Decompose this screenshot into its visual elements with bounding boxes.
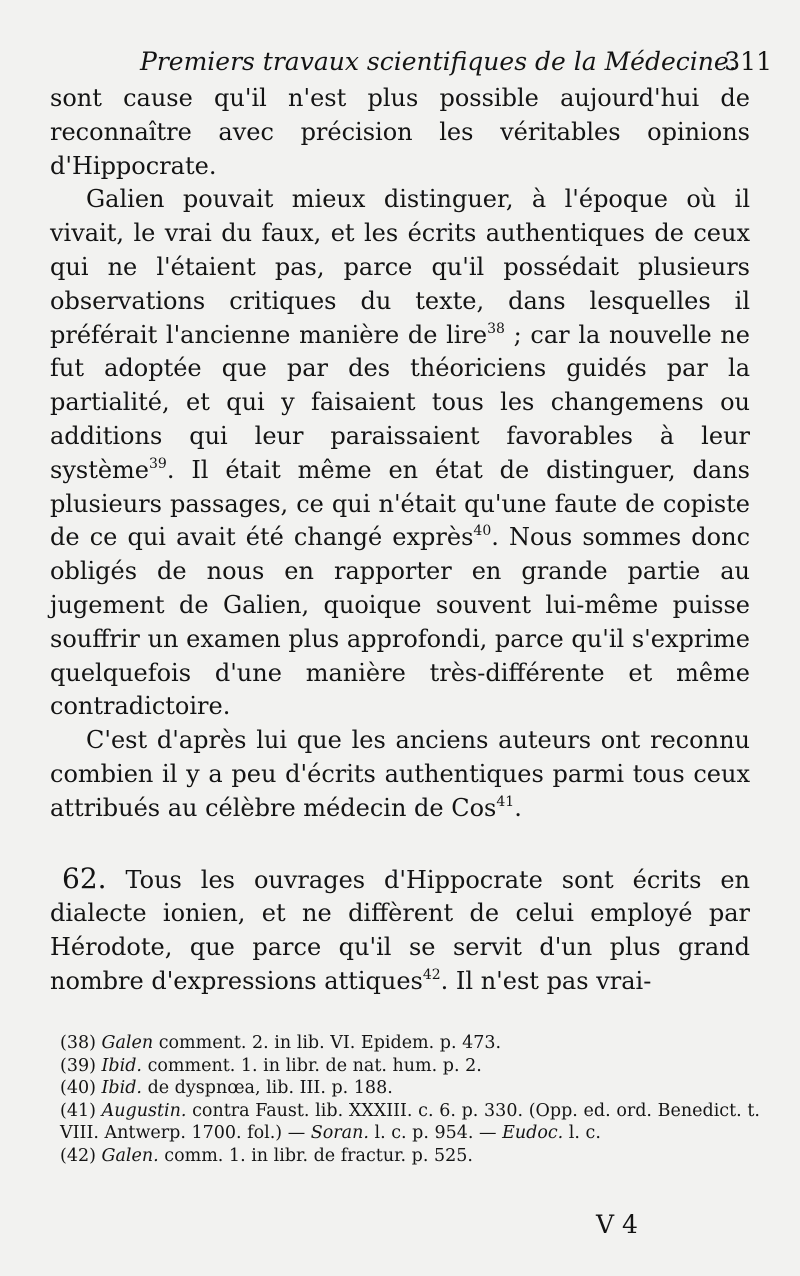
paragraph-text: . bbox=[514, 793, 522, 822]
footnote-author: Galen bbox=[101, 1033, 154, 1053]
footnote-38 bbox=[60, 1032, 760, 1055]
running-title: Premiers travaux scientifiques de la Médecine. bbox=[140, 47, 737, 76]
paragraph-text: . Il n'est pas vrai- bbox=[440, 966, 652, 995]
paragraph-text: sont cause qu'il n'est plus possible aujourd'hui de reconnaître avec précision les véritables opinions d'Hippocrate. bbox=[50, 84, 750, 180]
footnote-text: l. c. p. 954. — bbox=[368, 1123, 503, 1143]
paragraph-text: ; car la nouvelle ne fut adoptée que par des théoriciens guidés par la partialité, et qui y faisaient tous les changemens ou additions qui leur paraissaient favorables à leur système bbox=[50, 320, 751, 484]
footnote-ref-39[interactable]: 39 bbox=[149, 455, 167, 472]
footnote-text: l. c. bbox=[563, 1123, 601, 1143]
footnote-text: comm. 1. in libr. de fractur. p. 525. bbox=[158, 1145, 473, 1166]
footnote-author: Soran. bbox=[310, 1123, 369, 1143]
paragraph-text: Galien pouvait mieux distinguer, à l'époque où il vivait, le vrai du faux, et les écrits authentiques de ceux qui ne l'étaient pas, parce qu'il possédait plusieurs observations critiques du texte, dans lesquelles il préférait l'ancienne manière de lire bbox=[50, 185, 750, 349]
footnote-40 bbox=[60, 1077, 760, 1100]
paragraph-text: . Il était même en état de distinguer, dans plusieurs passages, ce qui n'était qu'une faute de copiste de ce qui avait été changé exprès bbox=[50, 455, 750, 552]
footnotes bbox=[60, 1032, 760, 1167]
footnote-author: Ibid. bbox=[101, 1055, 142, 1076]
paragraph-galien bbox=[50, 183, 750, 724]
page-number: 311 bbox=[724, 47, 772, 76]
footnote-mark: (39) bbox=[60, 1055, 96, 1076]
section-62 bbox=[50, 862, 750, 999]
main-text bbox=[50, 82, 750, 999]
footnote-ref-41[interactable]: 41 bbox=[496, 793, 515, 810]
paragraph-text: C'est d'après lui que les anciens auteurs ont reconnu combien il y a peu d'écrits authentiques parmi tous ceux attribués au célèbre médecin de Cos bbox=[50, 726, 750, 822]
footnote-ref-40[interactable]: 40 bbox=[473, 523, 492, 540]
paragraph-auteurs bbox=[50, 724, 750, 825]
footnote-author: Galen. bbox=[101, 1145, 159, 1166]
footnote-ref-42[interactable]: 42 bbox=[422, 966, 441, 983]
running-header bbox=[140, 42, 780, 82]
footnote-text: comment. 1. in libr. de nat. hum. p. 2. bbox=[142, 1055, 482, 1076]
footnote-mark: (41) bbox=[60, 1100, 96, 1121]
footnote-41 bbox=[60, 1100, 760, 1145]
paragraph-text: Tous les ouvrages d'Hippocrate sont écrits en dialecte ionien, et ne diffèrent de celui employé par Hérodote, que parce qu'il se servit d'un plus grand nombre d'expressions attiques bbox=[50, 865, 750, 995]
printer-signature: V 4 bbox=[596, 1210, 638, 1239]
footnote-author: Augustin. bbox=[101, 1100, 187, 1121]
paragraph-text: . Nous sommes donc obligés de nous en rapporter en grande partie au jugement de Galien, quoique souvent lui-même puisse souffrir un examen plus approfondi, parce qu'il s'exprime quelquefois d'une manière très-différente et même contradictoire. bbox=[50, 523, 751, 721]
footnote-mark: (40) bbox=[60, 1078, 96, 1098]
paragraph-continuation bbox=[50, 82, 750, 183]
footnote-mark: (42) bbox=[60, 1145, 96, 1166]
footnote-author: Ibid. bbox=[101, 1078, 142, 1098]
footnote-ref-38[interactable]: 38 bbox=[487, 320, 505, 337]
footnote-text: comment. 2. in lib. VI. Epidem. p. 473. bbox=[153, 1033, 502, 1053]
footnote-text: de dyspnœa, lib. III. p. 188. bbox=[142, 1078, 393, 1098]
footnote-42 bbox=[60, 1145, 760, 1168]
section-number: 62. bbox=[62, 861, 107, 895]
footnote-39 bbox=[60, 1055, 760, 1078]
footnote-text: contra Faust. lib. XXXIII. c. 6. p. 330. (Opp. ed. ord. Benedict. t. VIII. Antwerp. 1700. fol.) — bbox=[60, 1100, 760, 1143]
footnote-mark: (38) bbox=[60, 1033, 96, 1053]
footnote-author: Eudoc. bbox=[502, 1123, 564, 1143]
